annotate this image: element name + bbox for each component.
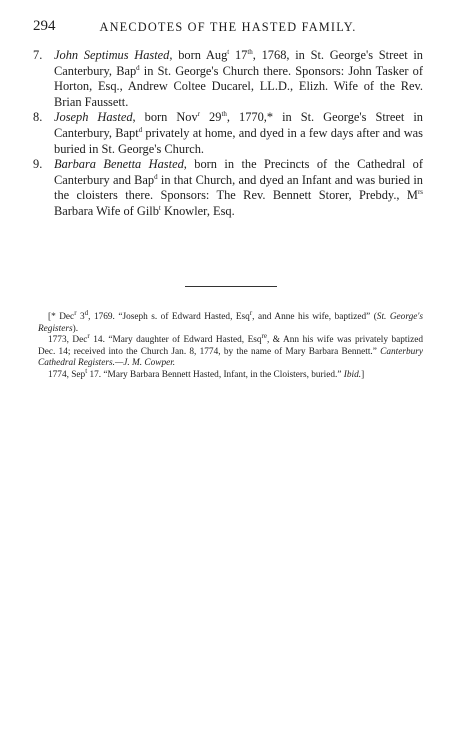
superscript: r — [197, 110, 201, 119]
entry-name: John Septimus Hasted — [54, 48, 170, 62]
superscript: t — [227, 47, 230, 56]
superscript: rs — [417, 188, 423, 197]
entry-7 — [33, 48, 423, 110]
superscript: d — [136, 63, 140, 72]
entry-text: , born Aug — [169, 48, 228, 62]
superscript: t — [158, 203, 161, 212]
entry-9 — [33, 157, 423, 219]
footnote-text: , & Ann his wife was privately baptized Dec. 14; received into the Church Jan. 8, 1774, by the name of Mary Barbara Bennett.” — [38, 335, 423, 357]
superscript: t — [85, 366, 88, 375]
entry-number: 7. — [33, 48, 43, 62]
superscript: d — [84, 308, 89, 317]
entry-text: in St. George's Church there. Sponsors: John Tasker of Horton, Esq., Andrew Coltee Ducarel, LL.D., Elizh. Wife of the Rev. Brian Faussett. — [54, 63, 423, 109]
footnote-text: , and Anne his wife, baptized” ( — [252, 312, 377, 322]
footnote-text: 1774, Sep — [48, 369, 86, 380]
entry-text: Knowler, Esq. — [160, 203, 235, 218]
superscript: r — [74, 308, 77, 317]
entry-text: privately at home, and dyed in a few days after and was buried in St. George's Church. — [54, 125, 423, 156]
footnote-text: 17. “Mary Barbara Bennett Hasted, Infant, in the Cloisters, buried.” — [87, 369, 344, 380]
section-divider — [185, 286, 277, 287]
footnote-text: 14. “Mary daughter of Edward Hasted, Esq — [89, 335, 262, 346]
superscript: r — [249, 308, 253, 317]
footnote-citation: Canterbury Cathedral Registers.—J. M. Cowper. — [38, 346, 423, 369]
footnotes — [38, 308, 423, 382]
entry-text: , born Nov — [132, 110, 198, 125]
superscript: th — [221, 110, 227, 119]
running-title: ANECDOTES OF THE HASTED FAMILY. — [99, 20, 357, 34]
footnote-citation: Ibid. — [343, 369, 362, 380]
superscript: r — [87, 332, 90, 341]
entry-text: 29 — [200, 110, 222, 125]
footnote-text: ). — [72, 323, 79, 334]
footnote-text: , 1769. “Joseph s. of Edward Hasted, Esq — [88, 312, 250, 322]
footnote-citation: St. George's Registers — [38, 312, 423, 334]
footnote-text: 1773, Dec — [48, 335, 88, 346]
footnote-2 — [38, 332, 423, 370]
page-header — [33, 18, 423, 38]
footnote-3 — [38, 366, 423, 382]
footnote-text: [* Dec — [48, 312, 75, 322]
entry-text: in that Church, and dyed an Infant and was buried in the cloisters there. Sponsors: The Rev. Bennett Storer, Prebdy., M — [54, 172, 423, 203]
entry-8 — [33, 110, 423, 157]
footnote-1 — [38, 308, 423, 335]
superscript: d — [154, 172, 158, 181]
entry-text: 17 — [229, 48, 248, 62]
entry-name: Joseph Hasted — [54, 110, 133, 125]
entry-text: , born in the Precincts of the Cathedral of Canterbury and Bap — [54, 157, 423, 187]
footnote-text: 3 — [76, 312, 85, 322]
family-entries — [33, 48, 423, 220]
page-number: 294 — [33, 18, 56, 34]
entry-text: Barbara Wife of Gilb — [54, 203, 159, 218]
superscript: d — [138, 125, 143, 134]
entry-number: 8. — [33, 110, 43, 125]
footnote-text: ] — [361, 369, 365, 380]
superscript: re — [261, 332, 267, 341]
entry-text: , 1768, in St. George's Street in Canterbury, Bap — [54, 48, 423, 78]
superscript: th — [247, 47, 253, 56]
entry-name: Barbara Benetta Hasted — [54, 157, 184, 172]
entry-text: , 1770,* in St. George's Street in Canterbury, Bapt — [54, 110, 423, 140]
entry-number: 9. — [33, 157, 43, 172]
